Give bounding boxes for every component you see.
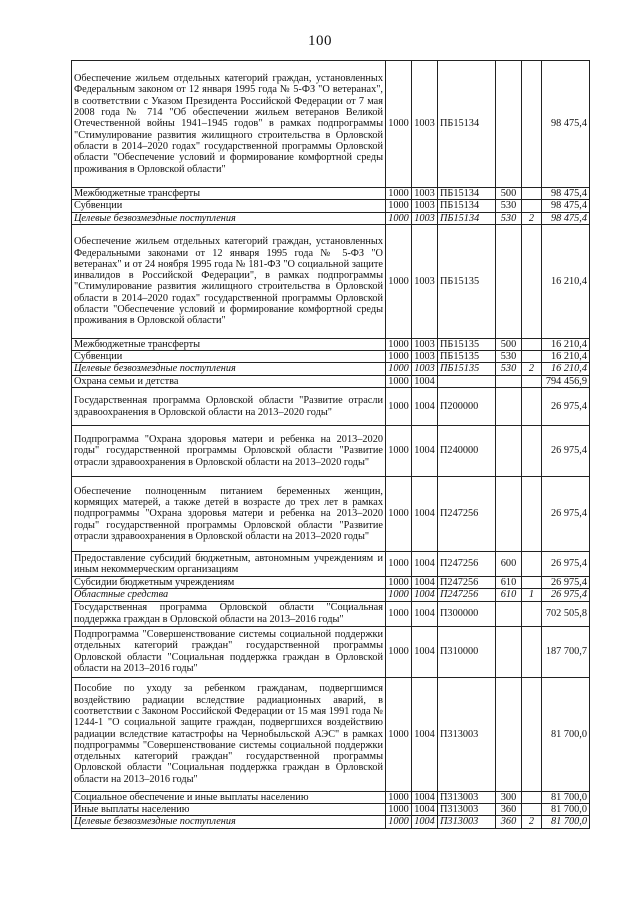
row-subsection-code: 1004 [412, 803, 438, 815]
row-target-article: ПБ15134 [438, 61, 496, 188]
table-row [72, 375, 590, 387]
row-amount: 81 700,0 [542, 816, 590, 828]
row-section-code: 1000 [386, 338, 412, 350]
row-description: Обеспечение жильем отдельных категорий граждан, установленных Федеральными законами от 12 января 1995 года № 5-ФЗ "О ветеранах" и от 24 ноября 1995 года № 181-ФЗ "О социальной защите инвалидов в Российской Федерации", в рамках подпрограммы "Стимулирование развития жилищного строительства в Орловской области в 2014–2020 годах" государственной программы Орловской области "Обеспечение условий и формирование комфортной среды проживания в Орловской области" [72, 224, 386, 338]
row-funding-source [522, 200, 542, 212]
row-description: Обеспечение полноценным питанием беременных женщин, кормящих матерей, а также детей в возрасте до трех лет в рамках подпрограммы "Охрана здоровья матери и ребенка на 2013–2020 годы" государственной программы Орловской области "Развитие отрасли здравоохранения в Орловской области на 2013–2020 годы" [72, 477, 386, 552]
row-subsection-code: 1004 [412, 677, 438, 791]
row-section-code: 1000 [386, 601, 412, 626]
row-expense-type: 610 [496, 577, 522, 589]
row-target-article: П310000 [438, 626, 496, 677]
table-row [72, 188, 590, 200]
row-expense-type: 530 [496, 212, 522, 224]
row-target-article: П300000 [438, 601, 496, 626]
row-description: Целевые безвозмездные поступления [72, 816, 386, 828]
row-target-article: П313003 [438, 677, 496, 791]
row-subsection-code: 1004 [412, 426, 438, 477]
row-description: Охрана семьи и детства [72, 375, 386, 387]
row-description: Подпрограмма "Охрана здоровья матери и ребенка на 2013–2020 годы" государственной программы Орловской области "Развитие отрасли здравоохранения в Орловской области на 2013–2020 годы" [72, 426, 386, 477]
table-row [72, 477, 590, 552]
row-subsection-code: 1003 [412, 188, 438, 200]
row-expense-type: 360 [496, 816, 522, 828]
budget-table [71, 60, 590, 829]
row-section-code: 1000 [386, 61, 412, 188]
row-section-code: 1000 [386, 677, 412, 791]
table-row [72, 677, 590, 791]
row-expense-type: 600 [496, 552, 522, 577]
table-row [72, 363, 590, 375]
row-description: Предоставление субсидий бюджетным, автономным учреждениям и иным некоммерческим организациям [72, 552, 386, 577]
row-funding-source [522, 188, 542, 200]
row-target-article: ПБ15134 [438, 200, 496, 212]
table-row [72, 626, 590, 677]
row-target-article: ПБ15135 [438, 224, 496, 338]
table-row [72, 224, 590, 338]
row-amount: 98 475,4 [542, 61, 590, 188]
table-row [72, 791, 590, 803]
row-funding-source [522, 626, 542, 677]
table-row [72, 577, 590, 589]
row-subsection-code: 1004 [412, 626, 438, 677]
row-section-code: 1000 [386, 552, 412, 577]
table-row [72, 601, 590, 626]
row-funding-source [522, 803, 542, 815]
row-expense-type: 300 [496, 791, 522, 803]
row-amount: 26 975,4 [542, 577, 590, 589]
row-target-article: ПБ15135 [438, 351, 496, 363]
row-section-code: 1000 [386, 791, 412, 803]
table-row [72, 552, 590, 577]
row-target-article: П200000 [438, 388, 496, 426]
row-target-article: П313003 [438, 816, 496, 828]
row-subsection-code: 1003 [412, 351, 438, 363]
row-section-code: 1000 [386, 188, 412, 200]
row-expense-type [496, 601, 522, 626]
row-target-article: П313003 [438, 803, 496, 815]
row-funding-source [522, 577, 542, 589]
row-section-code: 1000 [386, 388, 412, 426]
row-description: Субвенции [72, 200, 386, 212]
row-funding-source [522, 338, 542, 350]
table-row [72, 803, 590, 815]
row-subsection-code: 1004 [412, 375, 438, 387]
row-subsection-code: 1003 [412, 212, 438, 224]
row-funding-source [522, 388, 542, 426]
row-target-article: П247256 [438, 552, 496, 577]
row-funding-source [522, 791, 542, 803]
table-row [72, 589, 590, 601]
row-target-article: ПБ15134 [438, 212, 496, 224]
row-target-article: ПБ15135 [438, 338, 496, 350]
row-expense-type: 500 [496, 338, 522, 350]
row-subsection-code: 1004 [412, 552, 438, 577]
row-amount: 16 210,4 [542, 224, 590, 338]
row-expense-type [496, 426, 522, 477]
row-section-code: 1000 [386, 212, 412, 224]
row-section-code: 1000 [386, 351, 412, 363]
row-target-article: П247256 [438, 477, 496, 552]
row-subsection-code: 1004 [412, 601, 438, 626]
row-description: Целевые безвозмездные поступления [72, 363, 386, 375]
row-subsection-code: 1004 [412, 477, 438, 552]
row-funding-source [522, 351, 542, 363]
row-amount: 187 700,7 [542, 626, 590, 677]
row-section-code: 1000 [386, 477, 412, 552]
page-number: 100 [308, 33, 332, 49]
row-amount: 98 475,4 [542, 200, 590, 212]
row-target-article: П247256 [438, 589, 496, 601]
row-funding-source: 1 [522, 589, 542, 601]
row-funding-source [522, 224, 542, 338]
row-section-code: 1000 [386, 363, 412, 375]
row-description: Государственная программа Орловской области "Развитие отрасли здравоохранения в Орловской области на 2013–2020 годы" [72, 388, 386, 426]
row-section-code: 1000 [386, 200, 412, 212]
row-expense-type: 530 [496, 351, 522, 363]
table-row [72, 816, 590, 828]
row-funding-source [522, 677, 542, 791]
row-description: Обеспечение жильем отдельных категорий граждан, установленных Федеральным законом от 12 января 1995 года № 5-ФЗ "О ветеранах", в соответствии с Указом Президента Российской Федерации от 7 мая 2008 года № 714 "Об обеспечении жильем ветеранов Великой Отечественной войны 1941–1945 годов" в рамках подпрограммы "Стимулирование развития жилищного строительства в Орловской области в 2014–2020 годах" государственной программы Орловской области "Обеспечение условий и формирование комфортной среды проживания в Орловской области" [72, 61, 386, 188]
row-expense-type [496, 375, 522, 387]
row-amount: 26 975,4 [542, 426, 590, 477]
row-funding-source: 2 [522, 816, 542, 828]
row-target-article: П313003 [438, 791, 496, 803]
row-amount: 794 456,9 [542, 375, 590, 387]
row-subsection-code: 1004 [412, 577, 438, 589]
row-amount: 702 505,8 [542, 601, 590, 626]
row-section-code: 1000 [386, 626, 412, 677]
row-description: Подпрограмма "Совершенствование системы социальной поддержки отдельных категорий граждан" государственной программы Орловской области "Социальная поддержка граждан в Орловской области на 2013–2016 годы" [72, 626, 386, 677]
row-expense-type: 530 [496, 363, 522, 375]
row-amount: 26 975,4 [542, 388, 590, 426]
row-amount: 81 700,0 [542, 791, 590, 803]
row-description: Областные средства [72, 589, 386, 601]
row-subsection-code: 1004 [412, 388, 438, 426]
row-funding-source [522, 601, 542, 626]
row-funding-source [522, 426, 542, 477]
row-section-code: 1000 [386, 589, 412, 601]
row-subsection-code: 1003 [412, 338, 438, 350]
row-target-article: П247256 [438, 577, 496, 589]
row-amount: 16 210,4 [542, 351, 590, 363]
row-section-code: 1000 [386, 224, 412, 338]
row-section-code: 1000 [386, 577, 412, 589]
table-row [72, 426, 590, 477]
row-funding-source [522, 477, 542, 552]
table-row [72, 351, 590, 363]
row-amount: 16 210,4 [542, 363, 590, 375]
row-description: Пособие по уходу за ребенком гражданам, подвергшимся воздействию радиации вследствие радиационных аварий, в соответствии с Законом Российской Федерации от 15 мая 1991 года № 1244-1 "О социальной защите граждан, подвергшихся воздействию радиации вследствие катастрофы на Чернобыльской АЭС" в рамках подпрограммы "Совершенствование системы социальной поддержки отдельных категорий граждан" государственной программы Орловской области "Социальная поддержка граждан в Орловской области на 2013–2016 годы" [72, 677, 386, 791]
row-target-article: ПБ15135 [438, 363, 496, 375]
row-description: Государственная программа Орловской области "Социальная поддержка граждан в Орловской области на 2013–2016 годы" [72, 601, 386, 626]
row-target-article [438, 375, 496, 387]
row-amount: 98 475,4 [542, 212, 590, 224]
table-row [72, 200, 590, 212]
row-funding-source: 2 [522, 363, 542, 375]
row-amount: 16 210,4 [542, 338, 590, 350]
row-subsection-code: 1003 [412, 61, 438, 188]
table-row [72, 61, 590, 188]
row-expense-type: 610 [496, 589, 522, 601]
table-row [72, 338, 590, 350]
row-expense-type [496, 626, 522, 677]
row-subsection-code: 1004 [412, 791, 438, 803]
row-description: Социальное обеспечение и иные выплаты населению [72, 791, 386, 803]
row-description: Субвенции [72, 351, 386, 363]
row-expense-type: 530 [496, 200, 522, 212]
row-funding-source [522, 61, 542, 188]
row-subsection-code: 1003 [412, 224, 438, 338]
row-subsection-code: 1004 [412, 589, 438, 601]
row-amount: 26 975,4 [542, 552, 590, 577]
row-expense-type [496, 677, 522, 791]
row-expense-type: 500 [496, 188, 522, 200]
table-row [72, 388, 590, 426]
row-section-code: 1000 [386, 426, 412, 477]
row-description: Межбюджетные трансферты [72, 188, 386, 200]
row-subsection-code: 1003 [412, 363, 438, 375]
row-section-code: 1000 [386, 375, 412, 387]
row-funding-source: 2 [522, 212, 542, 224]
row-expense-type [496, 388, 522, 426]
row-expense-type: 360 [496, 803, 522, 815]
row-target-article: П240000 [438, 426, 496, 477]
row-amount: 26 975,4 [542, 477, 590, 552]
row-section-code: 1000 [386, 816, 412, 828]
row-amount: 98 475,4 [542, 188, 590, 200]
row-subsection-code: 1003 [412, 200, 438, 212]
row-description: Субсидии бюджетным учреждениям [72, 577, 386, 589]
row-amount: 81 700,0 [542, 677, 590, 791]
row-amount: 26 975,4 [542, 589, 590, 601]
row-subsection-code: 1004 [412, 816, 438, 828]
row-funding-source [522, 375, 542, 387]
row-description: Иные выплаты населению [72, 803, 386, 815]
row-section-code: 1000 [386, 803, 412, 815]
row-expense-type [496, 61, 522, 188]
row-description: Межбюджетные трансферты [72, 338, 386, 350]
row-target-article: ПБ15134 [438, 188, 496, 200]
row-description: Целевые безвозмездные поступления [72, 212, 386, 224]
row-funding-source [522, 552, 542, 577]
row-expense-type [496, 224, 522, 338]
table-row [72, 212, 590, 224]
row-amount: 81 700,0 [542, 803, 590, 815]
row-expense-type [496, 477, 522, 552]
